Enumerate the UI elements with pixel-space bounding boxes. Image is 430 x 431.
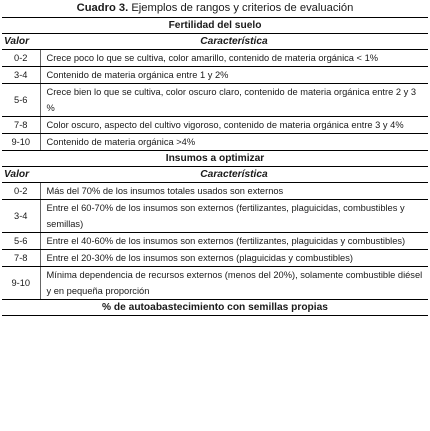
row-value: 3-4 — [2, 67, 40, 84]
column-header-value: Valor — [2, 34, 40, 50]
column-header-characteristic: Característica — [40, 167, 428, 183]
row-value: 0-2 — [2, 50, 40, 67]
column-header-row — [2, 167, 428, 183]
section-title: Fertilidad del suelo — [2, 18, 428, 34]
section-title-row — [2, 300, 428, 316]
row-characteristic: Más del 70% de los insumos totales usados son externos — [40, 183, 428, 200]
table-row — [2, 200, 428, 233]
row-characteristic: Contenido de materia orgánica >4% — [40, 134, 428, 151]
row-value: 9-10 — [2, 267, 40, 300]
table-row — [2, 267, 428, 300]
table-row — [2, 134, 428, 151]
section-title-row — [2, 151, 428, 167]
column-header-characteristic: Característica — [40, 34, 428, 50]
section-title: Insumos a optimizar — [2, 151, 428, 167]
table-row — [2, 50, 428, 67]
table-row — [2, 250, 428, 267]
evaluation-table — [2, 17, 428, 316]
column-header-value: Valor — [2, 167, 40, 183]
row-characteristic: Color oscuro, aspecto del cultivo vigoroso, contenido de materia orgánica entre 3 y 4% — [40, 117, 428, 134]
caption-text: Ejemplos de rangos y criterios de evaluación — [128, 2, 354, 14]
table-row — [2, 183, 428, 200]
row-characteristic: Crece bien lo que se cultiva, color oscuro claro, contenido de materia orgánica entre 2 y 3 % — [40, 84, 428, 117]
row-characteristic: Entre el 60-70% de los insumos son externos (fertilizantes, plaguicidas, combustibles y semillas) — [40, 200, 428, 233]
section-title-row — [2, 18, 428, 34]
row-characteristic: Mínima dependencia de recursos externos (menos del 20%), solamente combustible diésel y en pequeña proporción — [40, 267, 428, 300]
section-title: % de autoabastecimiento con semillas propias — [2, 300, 428, 316]
table-caption — [2, 0, 428, 17]
table-row — [2, 84, 428, 117]
column-header-row — [2, 34, 428, 50]
table-row — [2, 117, 428, 134]
row-characteristic: Contenido de materia orgánica entre 1 y 2% — [40, 67, 428, 84]
table-row — [2, 67, 428, 84]
row-value: 0-2 — [2, 183, 40, 200]
row-value: 3-4 — [2, 200, 40, 233]
row-characteristic: Crece poco lo que se cultiva, color amarillo, contenido de materia orgánica < 1% — [40, 50, 428, 67]
row-value: 5-6 — [2, 84, 40, 117]
caption-label: Cuadro 3. — [76, 2, 129, 14]
row-characteristic: Entre el 40-60% de los insumos son externos (fertilizantes, plaguicidas y combustibles) — [40, 233, 428, 250]
row-characteristic: Entre el 20-30% de los insumos son externos (plaguicidas y combustibles) — [40, 250, 428, 267]
row-value: 7-8 — [2, 250, 40, 267]
row-value: 5-6 — [2, 233, 40, 250]
table-row — [2, 233, 428, 250]
row-value: 7-8 — [2, 117, 40, 134]
row-value: 9-10 — [2, 134, 40, 151]
